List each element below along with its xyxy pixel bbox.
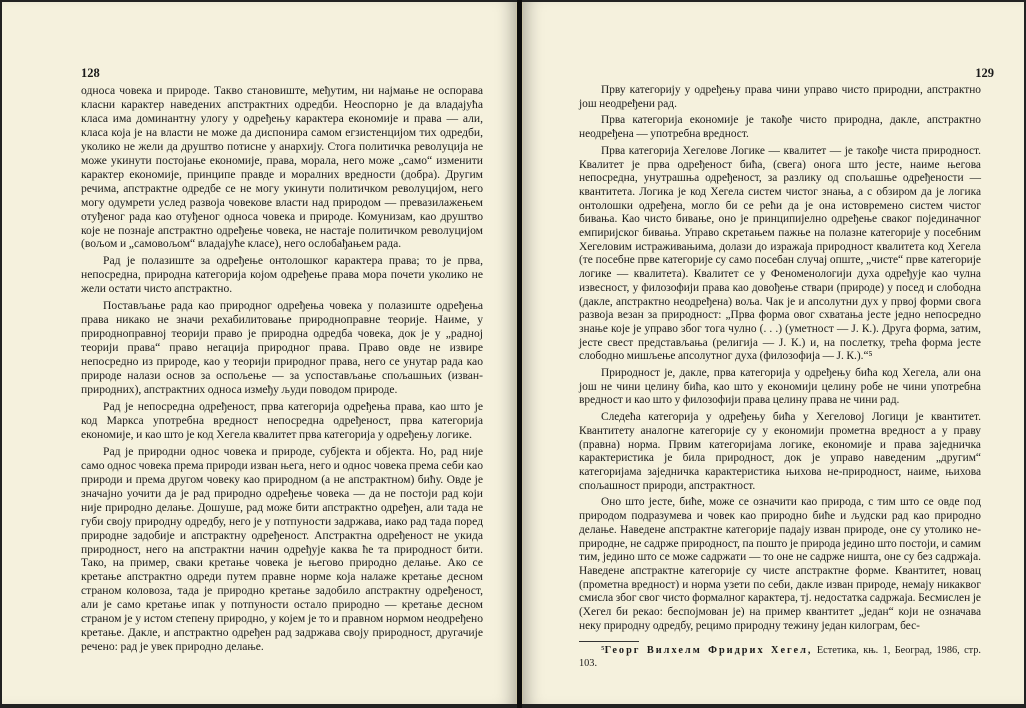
left-page-text xyxy=(81,84,483,654)
paragraph: Рад је полазиште за одређење онтолошког карактера права; то је прва, непосредна, природна категорија којом одређење права мора почети уколико не жели остати чисто апстрактно. xyxy=(81,254,483,296)
footnote-marker: ⁵ xyxy=(601,645,605,657)
paragraph: односа човека и природе. Такво становиште, међутим, ни најмање не оспорава класни карактер наведених апстрактних одредби. Неоспорно је да владајућа класа има доминантну улогу у одређењу карактера економије и права — али, класа која је на власти не може да диспонира самом егзистенцијом тих одредби, уколико не жели да друштво потисне у анархију. Стога политичка револуција не може укинути постојање економије, права, морала, него може „само“ изменити карактер економије, принципе правде и моралних вредности (добра). Другим речима, апстрактне одредбе се не могу укинути политичком револуцијом, него могу одумрети услед развоја човековe власти над природом — превазилажењем отуђеног рада као отуђеног односа човека и природе. Комунизам, као друштво које не познаје апстрактно одређење човека, не настаје политичком револуцијом (вољом и „самовољом“ владајуће класе), него ослобађањем рада. xyxy=(81,84,483,251)
paragraph: Природност је, дакле, прва категорија у одређењу бића код Хегела, али она још не чини целину бића, као што у економији целину робе не чини употребна вредност и као што у филозофији права целину права не чини рад. xyxy=(579,367,981,407)
footnote xyxy=(579,645,981,670)
right-page xyxy=(522,2,1024,704)
paragraph: Рад је непосредна одређеност, прва категорија одређења права, као што је код Маркса употребна вредност непосредна одређеност, прва категорија економије, и као што је код Хегела квалитет прва категорија у одређењу логике. xyxy=(81,399,483,441)
footnote-author: Георг Вилхелм Фридрих Хегел, xyxy=(604,645,813,657)
paragraph: Оно што јесте, биће, може се означити као природа, с тим што се овде под природом подразумева и човек као природно биће и људски рад као природно делање. Наведене апстрактне категорије падају изван природе, оне су утолико не-природне, не садрже природност, па пошто је природа једино што постоји, и самим тим, једино што се може садржати — то оне не садрже ништа, оне су без садржаја. Наведене апстрактне категорије су чисте апстрактне форме. Квантитет, новац (прометна вредност) и норма узети по себи, дакле изван природе, немају никаквог смисла због свог чисто формалног карактера, тј. недостатка садржаја. Бесмислен је (Хегел би рекао: беспојмован је) на пример квантитет „један“ који не означава неку природну одредбу, рецимо природну тежину један килограм, бес- xyxy=(579,496,981,632)
page-number: 129 xyxy=(975,66,994,80)
right-page-text xyxy=(579,84,981,670)
paragraph: Прва категорија економије је такође чисто природна, дакле, апстрактно неодређена — употребна вредност. xyxy=(579,114,981,141)
footnote-rule xyxy=(579,641,639,642)
paragraph: Следећа категорија у одређењу бића у Хегеловој Логици је квантитет. Квантитету аналогне категорије су у економији прометна вредност а у праву (правна) норма. Првим категоријама логике, економије и права заједничка карактеристика је била природност, док је управо наведеним „другим“ категоријама заједничка карактеристика њихова не-природност, наиме, њихова спољашност природи, апстрактност. xyxy=(579,411,981,492)
paragraph: Прву категорију у одређењу права чини управо чисто природни, апстрактно још неодређени рад. xyxy=(579,84,981,110)
paragraph: Прва категорија Хегелове Логике — квалитет — је такође чиста природност. Квалитет је прва одређеност бића, (свега) онога што јесте, наиме његова непосредна, унутрашња одређеност, за разлику од спољашње одређености — квантитета. Логика је код Хегела систем чистог знања, а с обзиром да је логика онтолошки одређена, могло би се рећи да је она истовремено систем чистог бивања. Као чисто бивање, оно је принципијелно одређење сваког појединачног емпиријског бивања. Управо скретањем пажње на полазне категорије у посебним Хегеловим истраживањима, долази до изражаја природност квалитета код Хегела (те посебне прве категорије су само посебан случај опште, „чисте“ прве категорије логике — квалитета). Квалитет се у Феноменологији духа одређује као чулна извесност, у филозофији права као довођење ствари (природе) у посед и слободна (дакле, апстрактно неодређена) воља. Чак је и апсолутни дух у првој форми свога развоја везан за природност: „Прва форма овог схватања јесте једно непосредно знање које је управо због тога чулно (. . .) (уметност — Ј. К.). Друга форма, затим, јесте свест представљања (религија — Ј. К.) и, на послетку, трећа форма јесте слободно мишљење апсолутног духа (филозофија — Ј. К.).“⁵ xyxy=(579,144,981,363)
paragraph: Рад је природни однос човека и природе, субјекта и објекта. Но, рад није само однос човека према природи изван њега, него и однос човека према себи као природи и према другом човеку као природном (а не апстрактном) бићу. Овде је значајно уочити да је рад природно одређење човека — да не постоји рад који није природно делање. Дошуше, рад може бити апстрактно одређен, али тада не губи своју природну одредбу, него је у потпуности задржава, иако рад тада поред природне задобије и апстрактну одређеност. Апстрактна одређеност не укида природност, него на апстрактни начин одређује каква ће та природност бити. Тако, на пример, сваки кретање човека је његово природно делање. Ако се кретање апстрактно одреди путем правне норме која налаже кретање десном страном коловоза, тада је природно кретање задобило апстрактну одређеност, али је само кретање ипак у потпуности остало природно — кретање десном страном је у истом степену природно, у којем је то и правном нормом неодређено кретање. Дакле, и апстрактно одређен рад задржава своју природност, другачије речено: рад је увек природно делање. xyxy=(81,444,483,654)
page-number: 128 xyxy=(81,66,100,80)
paragraph: Постављање рада као природног одређења човека у полазиште одређења права никако не значи рехабилитовање природноправне теорије. Наиме, у природноправној теорији право је природна одредба човека, док је у „радној теорији права“ право негација природног права. Право овде не извире непосредно из природе, као у теорији природног права, него се унутар рада као природе налази основ за оспољење — за успостављање спољашњих (изван-природних), апстрактних односа између људи поводом природе. xyxy=(81,299,483,397)
left-page xyxy=(2,2,517,704)
footnote-source: Естетика, књ. 1, Београд, 1986, стр. 103. xyxy=(579,645,981,669)
